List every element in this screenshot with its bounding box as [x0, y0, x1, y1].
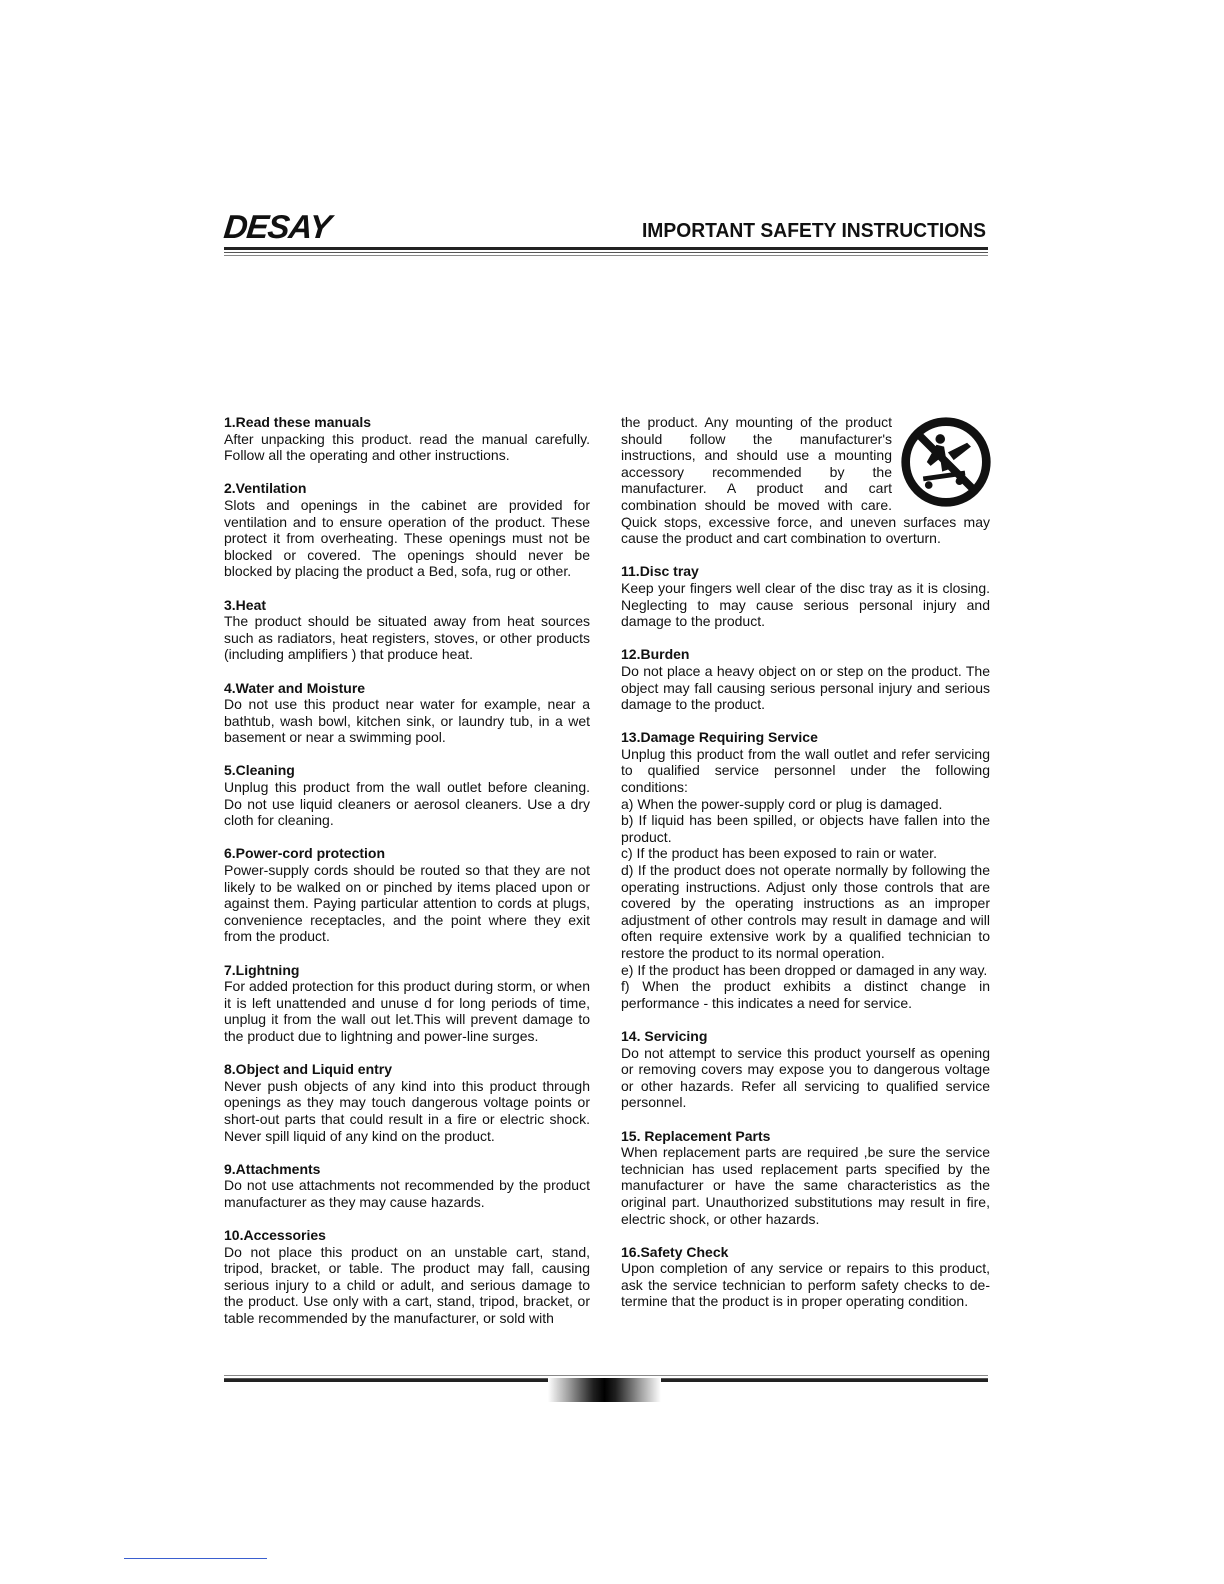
section-heading: 4.Water and Moisture: [224, 679, 366, 696]
left-column: [224, 414, 590, 1343]
instruction-section: [224, 962, 590, 1045]
accessories-continued: [621, 414, 990, 547]
section-heading: 10.Accessories: [224, 1227, 326, 1244]
section-heading: 14. Servicing: [621, 1027, 708, 1044]
section-heading: 1.Read these manuals: [224, 414, 372, 430]
section-text: c) If the product has been exposed to rain or water.: [621, 845, 937, 862]
instruction-section: [224, 762, 590, 828]
instruction-section: [621, 1244, 990, 1310]
instruction-section: [224, 1161, 590, 1211]
instruction-section: [621, 1128, 990, 1228]
instruction-section: [224, 597, 590, 663]
page-title: IMPORTANT SAFETY INSTRUCTIONS: [641, 219, 986, 242]
brand-logo: DESAY: [222, 208, 333, 245]
section-heading: 12.Burden: [621, 646, 690, 663]
section-heading: 7.Lightning: [224, 961, 300, 978]
section-heading: 16.Safety Check: [621, 1243, 729, 1260]
instruction-section: [224, 414, 590, 464]
section-text: Do not place a heavy object on or step on the product. The object may fall causing serious personal injury and serious damage to the product.: [621, 662, 990, 713]
instruction-section: [621, 646, 990, 712]
section-heading: 6.Power-cord protection: [224, 845, 386, 862]
instruction-section: [621, 729, 990, 1011]
section-text: Keep your fingers well clear of the disc tray as it is closing. Neglecting to may cause serious personal injury and damage to the product.: [621, 579, 990, 630]
section-heading: 8.Object and Liquid entry: [224, 1061, 393, 1078]
section-text: b) If liquid has been spilled, or objects have fallen into the product.: [621, 812, 990, 845]
section-text: f) When the product exhibits a distinct change in performance - this indicates a need for service.: [621, 978, 990, 1011]
section-text: Do not use attachments not recommended by the product manufacturer as they may cause hazards.: [224, 1177, 590, 1210]
header-divider: [224, 247, 988, 256]
section-heading: 11.Disc tray: [621, 563, 699, 580]
section-heading: 15. Replacement Parts: [621, 1127, 771, 1144]
section-heading: 2.Ventilation: [224, 480, 307, 497]
section-text: Unplug this product from the wall outlet and refer servicing to qualified service personnel under the following conditions:: [621, 745, 990, 796]
instruction-section: [224, 1227, 590, 1327]
section-text: When replacement parts are required ,be sure the service technician has used replacement parts specified by the manufacturer or have the same characteristics as the original part. Unauthorized substitutions may result in fire, electric shock, or other hazards.: [621, 1144, 990, 1227]
section-text: d) If the product does not operate normally by following the operating instructions. Adjust only those controls that are covered by the operating instructions as an improper adjustment of other controls may result in damage and will often require extensive work by a qualified technician to restore the product to its normal operation.: [621, 862, 990, 961]
instruction-section: [224, 680, 590, 746]
section-heading: 9.Attachments: [224, 1160, 321, 1177]
cart-tip-over-warning-icon: [898, 414, 994, 510]
section-text: Power-supply cords should be routed so that they are not likely to be walked on or pinched by items placed upon or against them. Paying particular attention to cords at plugs, convenience receptacles, and the point where they exit from the product.: [224, 862, 590, 945]
section-heading: 13.Damage Requiring Service: [621, 729, 818, 746]
right-column: [621, 414, 990, 1327]
section-text: Do not use this product near water for example, near a bathtub, wash bowl, kitchen sink, or laundry tub, in a wet basement or near a swimming pool.: [224, 696, 590, 746]
instruction-section: [621, 1028, 990, 1111]
section-text: After unpacking this product. read the manual carefully. Follow all the operating and other instructions.: [224, 430, 590, 464]
page-number-tab: [548, 1378, 661, 1402]
section-text: Never push objects of any kind into this product through openings as they may touch dangerous voltage points or short-out parts that could result in a fire or electric shock. Never spill liquid of any kind on the product.: [224, 1077, 590, 1144]
section-text: The product should be situated away from heat sources such as radiators, heat registers, stoves, or other products (including amplifiers ) that produce heat.: [224, 613, 590, 663]
section-text: e) If the product has been dropped or damaged in any way.: [621, 961, 988, 978]
section-text: a) When the power-supply cord or plug is damaged.: [621, 795, 943, 812]
section-heading: 5.Cleaning: [224, 762, 295, 779]
instruction-section: [224, 1061, 590, 1144]
accessories-continued-text: the product. Any mounting of the product should follow the manufacturer's instructions, and should use a mounting accessory recommended by the manufacturer. A product and cart combination should be moved with care. Quick stops, excessive force, and uneven surfaces may cause the product and cart combination to overturn.: [621, 414, 990, 547]
instruction-section: [224, 845, 590, 945]
section-text: Unplug this product from the wall outlet before cleaning. Do not use liquid cleaners or aerosol cleaners. Use a dry cloth for cleaning.: [224, 779, 590, 829]
section-text: Do not place this product on an unstable cart, stand, tripod, bracket, or table. The product may fall, causing serious injury to a child or adult, and serious damage to the product. Use only with a cart, stand, tripod, bracket, or table recommended by the manufacturer, or sold with: [224, 1243, 590, 1327]
instruction-section: [621, 563, 990, 629]
bottom-link-underline: [124, 1558, 267, 1559]
section-text: For added protection for this product during storm, or when it is left unattended and unuse d for long periods of time, unplug it from the wall out let.This will prevent damage to the product due to lightning and power-line surges.: [224, 978, 590, 1044]
instruction-section: [224, 480, 590, 580]
section-text: Do not attempt to service this product yourself as opening or removing covers may expose you to dangerous voltage or other hazards. Refer all servicing to qualified service personnel.: [621, 1044, 990, 1111]
section-heading: 3.Heat: [224, 596, 267, 613]
section-text: Slots and openings in the cabinet are provided for ventilation and to ensure operation of the product. These protect it from overheating. These openings must not be blocked or covered. The openings should never be blocked by placing the product a Bed, sofa, rug or other.: [224, 496, 590, 580]
section-text: Upon completion of any service or repairs to this product, ask the service technician to perform safety checks to de-termine that the product is in proper operating condition.: [621, 1260, 990, 1310]
